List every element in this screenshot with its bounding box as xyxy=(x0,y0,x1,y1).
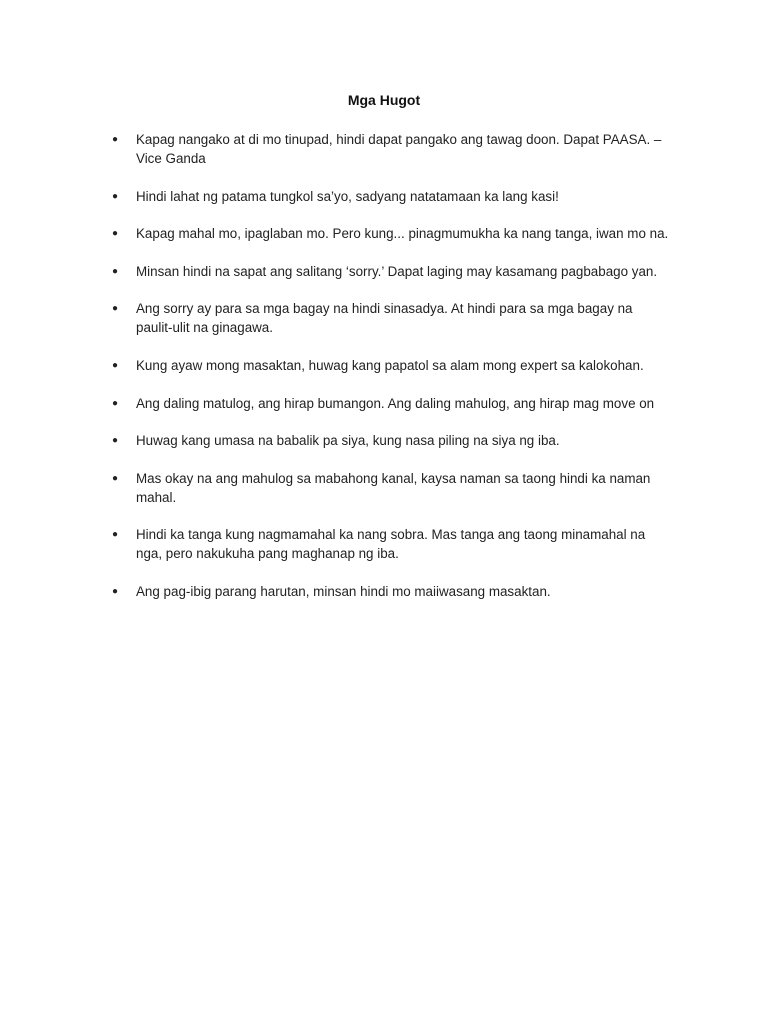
bullet-icon: ● xyxy=(112,228,119,240)
bullet-icon: ● xyxy=(112,303,119,315)
bullet-icon: ● xyxy=(112,359,119,371)
document-title: Mga Hugot xyxy=(347,92,421,108)
list-item xyxy=(112,130,672,168)
list-item xyxy=(112,224,672,243)
hugot-list xyxy=(112,130,672,620)
list-item xyxy=(112,262,672,281)
list-item xyxy=(112,299,672,337)
list-item xyxy=(112,394,672,413)
bullet-icon: ● xyxy=(112,190,119,202)
list-item xyxy=(112,356,672,375)
list-item-text: Ang pag-ibig parang harutan, minsan hindi mo maiiwasang masaktan. xyxy=(136,583,551,599)
list-item-text: Kung ayaw mong masaktan, huwag kang papatol sa alam mong expert sa kalokohan. xyxy=(136,357,644,373)
list-item xyxy=(112,525,672,563)
bullet-icon: ● xyxy=(112,397,119,409)
list-item-text: Minsan hindi na sapat ang salitang ‘sorry.’ Dapat laging may kasamang pagbabago yan. xyxy=(136,263,658,279)
list-item-text: Ang daling matulog, ang hirap bumangon. Ang daling mahulog, ang hirap mag move on xyxy=(136,395,655,411)
bullet-icon: ● xyxy=(112,134,119,145)
bullet-icon: ● xyxy=(112,529,119,541)
list-item-text: Hindi lahat ng patama tungkol sa’yo, sadyang natatamaan ka lang kasi! xyxy=(136,188,559,204)
bullet-icon: ● xyxy=(112,472,119,484)
bullet-icon: ● xyxy=(112,585,119,597)
bullet-icon: ● xyxy=(112,435,119,447)
list-item-text: Mas okay na ang mahulog sa mabahong kanal, kaysa naman sa taong hindi ka naman mahal. xyxy=(136,470,651,505)
list-item xyxy=(112,469,672,507)
list-item xyxy=(112,582,672,601)
list-item-text: Ang sorry ay para sa mga bagay na hindi sinasadya. At hindi para sa mga bagay na paulit-ulit na ginagawa. xyxy=(136,301,633,336)
list-item-text: Hindi ka tanga kung nagmamahal ka nang sobra. Mas tanga ang taong minamahal na nga, pero nakukuha pang maghanap ng iba. xyxy=(136,527,646,562)
bullet-icon: ● xyxy=(112,265,119,277)
list-item xyxy=(112,187,672,206)
list-item-text: Huwag kang umasa na babalik pa siya, kung nasa piling na siya ng iba. xyxy=(136,433,560,449)
list-item-text: Kapag mahal mo, ipaglaban mo. Pero kung... pinagmumukha ka nang tanga, iwan mo na. xyxy=(136,226,669,242)
list-item xyxy=(112,431,672,450)
list-item-text: Kapag nangako at di mo tinupad, hindi dapat pangako ang tawag doon. Dapat PAASA. – Vice Ganda xyxy=(136,132,662,166)
